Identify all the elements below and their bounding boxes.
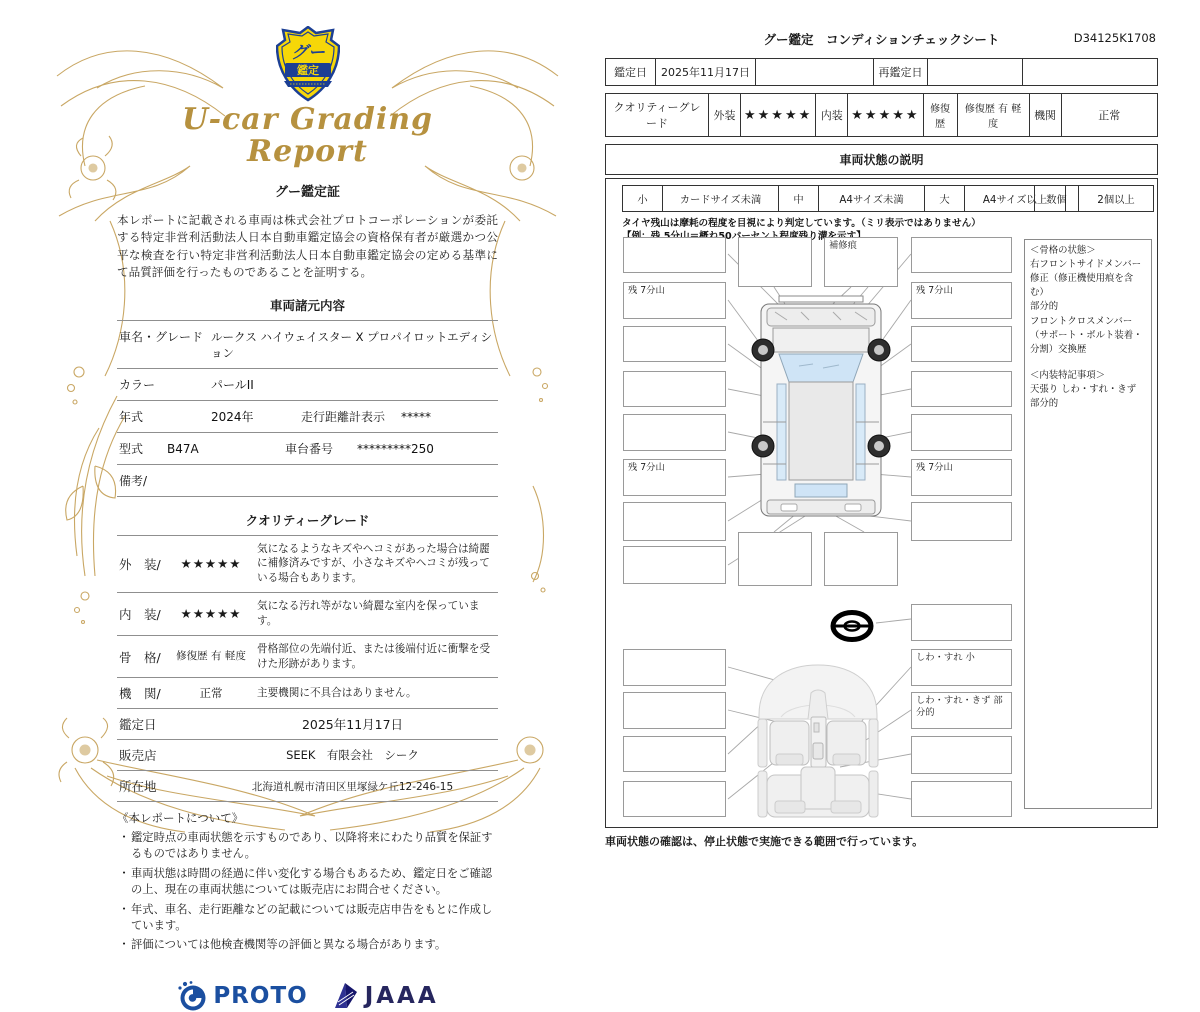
car-interior-view-diagram [753, 659, 883, 824]
about-item: ・ 鑑定時点の車両状態を示すものであり、以降将来にわたり品質を保証するものではありません。 [117, 830, 498, 863]
grade-row-interior [117, 592, 498, 635]
about-item-text: 年式、車名、走行距離などの記載については販売店申告をもとに作成しています。 [131, 902, 493, 932]
spec-notes-label: 備考/ [119, 473, 148, 488]
size-large-key: 大 [925, 186, 965, 211]
grade-interior-desc: 気になる汚れ等がない綺麗な室内を保っています。 [257, 600, 480, 627]
frame-notes-line: 部分的 [1030, 301, 1059, 313]
grade-frame-value: 修復歴 有 軽度 [176, 649, 246, 662]
jaaa-logo [334, 981, 439, 1011]
certifier-logos [117, 980, 498, 1012]
about-item-text: 車両状態は時間の経過に伴い変化する場合もあるため、鑑定日をご確認の上、現在の車両状態については販売店にお問合せください。 [131, 866, 493, 897]
spec-row-color [117, 368, 498, 400]
callout-box [623, 371, 726, 407]
interior-label: 内装 [816, 94, 848, 136]
quality-grade-table [605, 93, 1158, 137]
proto-logo-text: PROTO [213, 982, 308, 1009]
frame-notes-heading: ＜骨格の状態＞ [1030, 245, 1096, 256]
badge-band-text: 鑑定 [296, 64, 319, 77]
callout-box [911, 326, 1012, 362]
callout-box-seat-wear: しわ・すれ 小 [911, 649, 1012, 686]
callout-box [623, 781, 726, 817]
spec-year-value: 2024年 [211, 409, 254, 424]
size-legend-table [622, 185, 1066, 212]
callout-box [623, 237, 726, 273]
about-item-text: 評価については他検査機関等の評価と異なる場合があります。 [131, 938, 447, 952]
callout-box-tire-rr: 残 7分山 [911, 459, 1012, 496]
meta-date-label: 鑑定日 [119, 717, 157, 733]
badge-top-text: グー [290, 43, 325, 63]
meta-row-date [117, 708, 498, 739]
grade-exterior-label: 外 装/ [119, 556, 161, 572]
grade-exterior-desc: 気になるようなキズやヘコミがあった場合は綺麗に補修済みですが、小さなキズやヘコミが残っている場合もあります。 [257, 542, 490, 585]
meta-address-label: 所在地 [119, 779, 157, 795]
callout-box [911, 371, 1012, 407]
callout-box [911, 781, 1012, 817]
sheet-header [605, 30, 1158, 52]
callout-box-repair-mark: 補修痕 [824, 237, 898, 287]
car-top-view-diagram [751, 294, 891, 524]
condition-check-sheet-page [605, 30, 1158, 848]
meta-dealer-label: 販売店 [119, 748, 157, 764]
callout-box [623, 414, 726, 451]
about-item: ・ 評価については他検査機関等の評価と異なる場合があります。 [117, 937, 498, 953]
callout-box [911, 237, 1012, 273]
grade-engine-label: 機 関/ [119, 686, 161, 702]
grade-interior-label: 内 装/ [119, 606, 161, 622]
callout-box-tire-fr: 残 7分山 [911, 282, 1012, 319]
meta-address-value: 北海道札幌市清田区里塚緑ケ丘12-246-15 [251, 780, 454, 793]
engine-label: 機関 [1030, 94, 1062, 136]
callout-box [911, 502, 1012, 541]
report-subtitle: グー鑑定証 [274, 185, 340, 200]
spec-model-value: B47A [167, 441, 199, 456]
callout-box [911, 736, 1012, 774]
grade-engine-desc: 主要機関に不具合はありません。 [257, 686, 417, 699]
engine-value: 正常 [1098, 109, 1121, 122]
spec-odo-label: 走行距離計表示 [301, 409, 386, 424]
spec-year-label: 年式 [119, 409, 144, 424]
spec-section-heading: 車両諸元内容 [269, 297, 345, 313]
spec-model-label: 型式 [119, 441, 144, 456]
re-appraisal-date-label: 再鑑定日 [874, 59, 928, 85]
grade-section-heading: クオリティーグレード [245, 512, 370, 528]
exterior-stars: ★★★★★ [741, 94, 816, 136]
grade-frame-desc: 骨格部位の先端付近、または後端付近に衝撃を受けた形跡があります。 [257, 642, 491, 670]
grade-row-engine [117, 677, 498, 708]
repair-history-value: 修復歴 有 軽度 [958, 94, 1030, 136]
goo-kantei-shield-logo [276, 26, 340, 102]
proto-logo [176, 980, 307, 1012]
inspection-scope-note: 車両状態の確認は、停止状態で実施できる範囲で行っています。 [605, 835, 924, 848]
meta-row-address [117, 770, 498, 801]
callout-box [623, 692, 726, 729]
jaaa-logo-icon [334, 981, 360, 1011]
count-key: 数個 [1035, 186, 1079, 211]
exterior-label: 外装 [709, 94, 741, 136]
grade-interior-stars: ★★★★★ [180, 606, 242, 622]
grading-report-page [55, 16, 560, 1009]
callout-box-tire-rl: 残 7分山 [623, 459, 726, 496]
spec-vin-label: 車台番号 [285, 441, 334, 456]
callout-box [824, 532, 898, 586]
interior-stars: ★★★★★ [848, 94, 923, 136]
about-report-notes [117, 810, 498, 953]
about-item: ・ 車両状態は時間の経過に伴い変化する場合もあるため、鑑定日をご確認の上、現在の車両状態については販売店にお問合せください。 [117, 866, 498, 899]
spec-name-value: ルークス ハイウェイスター X プロパイロットエディション [211, 329, 493, 360]
condition-diagram-area [605, 178, 1158, 828]
grade-exterior-stars: ★★★★★ [180, 556, 242, 572]
grade-engine-value: 正常 [199, 685, 223, 700]
meta-dealer-value: SEEK 有限会社 シーク [286, 748, 419, 763]
appraisal-date-value: 2025年11月17日 [656, 59, 756, 85]
callout-box [623, 326, 726, 362]
callout-box [738, 237, 812, 287]
report-title: U-car Grading Report [181, 102, 434, 169]
size-medium-key: 中 [779, 186, 819, 211]
callout-box-steering [911, 604, 1012, 641]
callout-box [623, 736, 726, 772]
repair-history-label: 修復歴 [924, 94, 958, 136]
size-large-value: A4サイズ以上 [982, 194, 1048, 206]
spec-color-value: パールII [211, 377, 254, 392]
appraisal-date-label: 鑑定日 [606, 59, 656, 85]
callout-box [623, 546, 726, 584]
sheet-doc-number: D34125K1708 [1073, 31, 1156, 45]
appraisal-date-table [605, 58, 1158, 86]
spec-name-label: 車名・グレード [119, 329, 204, 344]
callout-box [911, 414, 1012, 451]
frame-notes-line: 右フロントサイドメンバー [1030, 259, 1142, 271]
about-item-text: 鑑定時点の車両状態を示すものであり、以降将来にわたり品質を保証するものではありません。 [131, 831, 493, 861]
callout-box [738, 532, 812, 586]
frame-condition-notes-panel [1024, 239, 1152, 809]
count-value: 2個以上 [1097, 194, 1135, 206]
grade-row-frame [117, 635, 498, 678]
spec-row-name [117, 320, 498, 368]
callout-box [623, 502, 726, 541]
callout-box-tire-fl: 残 7分山 [623, 282, 726, 319]
interior-notes-heading: ＜内装特記事項＞ [1030, 369, 1106, 381]
callout-box-interior-wear: しわ・すれ・きず 部分的 [911, 692, 1012, 729]
size-medium-value: A4サイズ未満 [819, 186, 925, 211]
spec-vin-value: *********250 [357, 441, 434, 456]
certification-paragraph: 本レポートに記載される車両は株式会社プロトコーポレーションが委託する特定非営利活動法人日本自動車鑑定協会の資格保有者が厳選かつ公平な検査を行い特定非営利活動法人日本自動車鑑定協会の定める基準にて品質評価を行ったものであることを証明する。 [117, 213, 498, 280]
spec-color-label: カラー [119, 377, 156, 392]
quality-grade-label: クオリティーグレード [606, 94, 709, 136]
spec-row-year [117, 400, 498, 432]
sheet-title: グー鑑定 コンディションチェックシート [763, 32, 1000, 47]
empty-cell [756, 59, 874, 85]
condition-section-title: 車両状態の説明 [605, 144, 1158, 175]
spec-odo-value: ***** [401, 409, 431, 424]
jaaa-logo-text: JAAA [364, 982, 439, 1009]
meta-date-value: 2025年11月17日 [301, 717, 404, 733]
meta-row-dealer [117, 739, 498, 770]
proto-logo-icon [176, 980, 208, 1012]
re-appraisal-date-value [928, 59, 1023, 85]
count-legend-table [1034, 185, 1154, 212]
tire-note-line1: タイヤ残山は摩耗の程度を目視により判定しています。（ミリ表示ではありません） [622, 218, 981, 229]
empty-cell [1023, 59, 1157, 85]
frame-notes-line: フロントクロスメンバー（サポート・ボルト装着・分割）交換歴 [1030, 315, 1143, 355]
spec-row-model [117, 432, 498, 464]
callout-box [623, 649, 726, 686]
grade-frame-label: 骨 格/ [119, 649, 161, 665]
frame-notes-line: 修正（修正機使用痕を含む） [1030, 273, 1134, 299]
size-small-value: カードサイズ未満 [663, 186, 779, 211]
interior-notes-line: 天張り しわ・すれ・きず 部分的 [1030, 383, 1137, 410]
about-heading: 《本レポートについて》 [117, 811, 244, 826]
spec-row-notes [117, 464, 498, 496]
size-small-key: 小 [623, 186, 663, 211]
grade-row-exterior [117, 535, 498, 592]
about-item: ・ 年式、車名、走行距離などの記載については販売店申告をもとに作成しています。 [117, 902, 498, 935]
steering-wheel-icon [829, 609, 875, 643]
